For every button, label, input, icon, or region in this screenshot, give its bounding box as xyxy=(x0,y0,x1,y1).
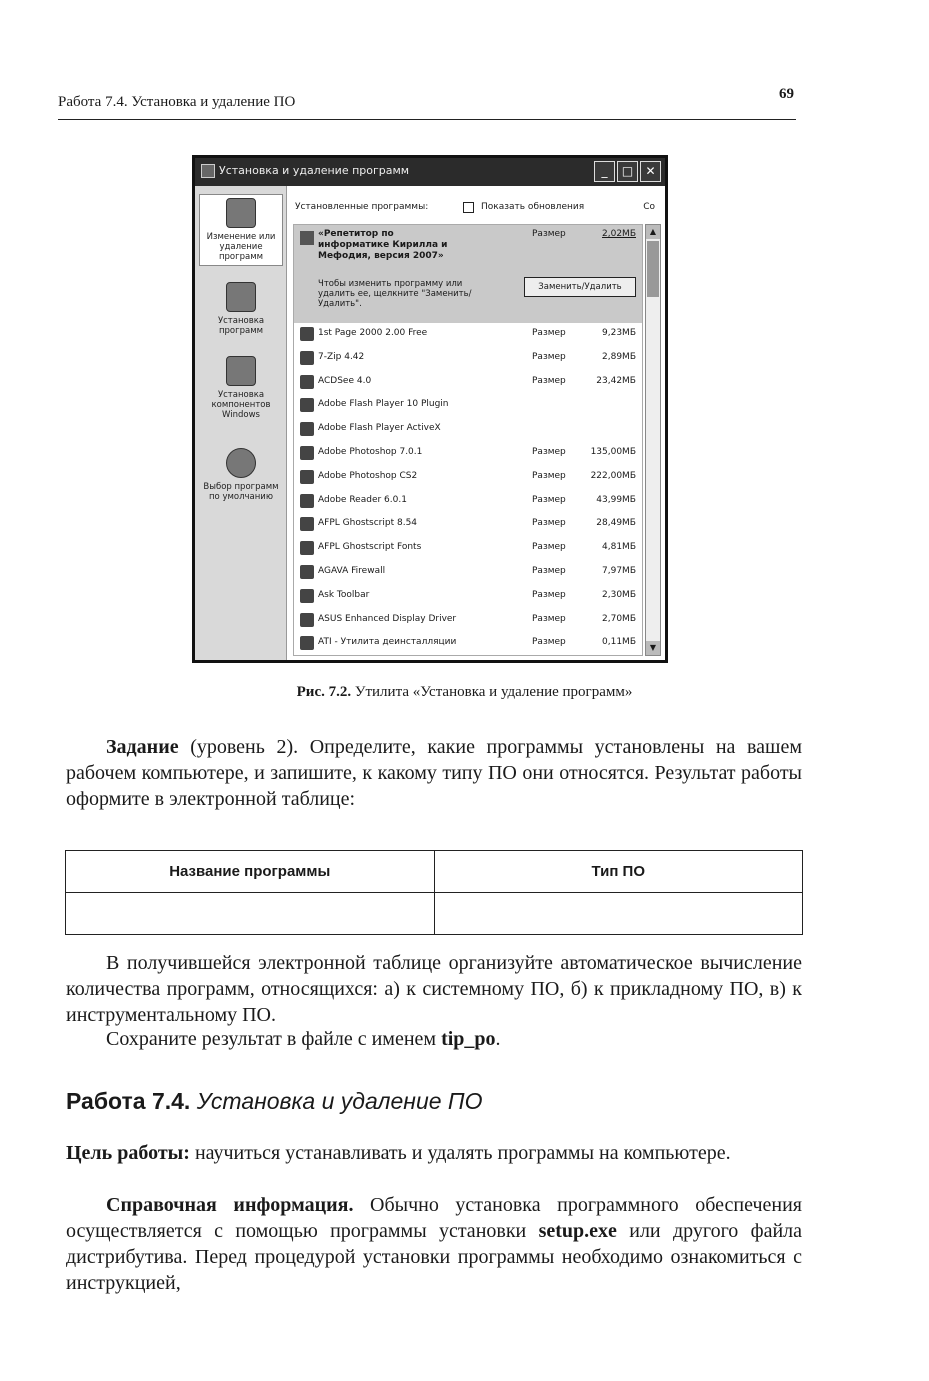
goal-text: научиться устанавливать и удалять программы на компьютере. xyxy=(194,1142,731,1164)
task-label: Задание xyxy=(106,736,179,758)
sidebar-item-windows-components[interactable] xyxy=(199,356,283,420)
size-label: Размер xyxy=(532,470,566,481)
size-label: Размер xyxy=(532,589,566,600)
section-number: Работа 7.4. xyxy=(66,1088,191,1114)
size-value: 28,49МБ xyxy=(596,518,636,529)
reference-text1: Обычно установка программного обеспечения осуществляется с помощью программы установки xyxy=(66,1194,803,1242)
size-value: 222,00МБ xyxy=(590,470,636,481)
show-updates-checkbox[interactable] xyxy=(463,202,474,213)
task-text: (уровень 2). Определите, какие программы установлены на вашем рабочем компьютере, и запишите, к какому типу ПО они относятся. Результат работы оформите в электронной таблице: xyxy=(66,736,802,810)
program-row[interactable] xyxy=(294,609,642,631)
size-value: 135,00МБ xyxy=(590,447,636,457)
program-row[interactable] xyxy=(294,371,642,393)
sidebar-item-label: Установка компонентов Windows xyxy=(211,390,271,420)
programs-list xyxy=(293,224,643,656)
task-paragraph xyxy=(66,734,802,812)
sidebar xyxy=(195,186,287,660)
program-icon xyxy=(300,541,314,555)
para3-text: Сохраните результат в файле с именем xyxy=(106,1028,437,1050)
size-value: 2,89МБ xyxy=(602,351,636,362)
program-row[interactable] xyxy=(294,347,642,369)
size-value: 2,70МБ xyxy=(602,613,636,624)
reference-text2: или другого файла дистрибутива. Перед процедурой установки программы необходимо ознакомиться с инструкцией, xyxy=(66,1220,803,1294)
reference-label: Справочная информация. xyxy=(106,1194,354,1216)
sidebar-item-install[interactable] xyxy=(199,282,283,336)
program-icon xyxy=(300,470,314,484)
paragraph-save xyxy=(66,1026,802,1052)
figure-caption xyxy=(0,684,929,701)
size-label: Размер xyxy=(532,542,566,553)
programs-panel xyxy=(287,186,665,660)
program-icon xyxy=(300,517,314,531)
installed-programs-label: Установленные программы: xyxy=(295,202,429,212)
sort-label: Со xyxy=(643,202,655,212)
para3-end: . xyxy=(495,1028,501,1050)
table-cell xyxy=(434,893,803,935)
program-icon xyxy=(300,565,314,579)
install-icon xyxy=(226,282,256,312)
size-value: 2,02МБ xyxy=(602,229,636,239)
size-label: Размер xyxy=(532,494,566,505)
program-row[interactable] xyxy=(294,323,642,345)
running-head xyxy=(58,86,796,120)
reference-paragraph xyxy=(66,1192,802,1296)
size-value: 23,42МБ xyxy=(596,375,636,386)
size-value: 9,23МБ xyxy=(602,328,636,338)
size-label: Размер xyxy=(532,351,566,362)
program-icon xyxy=(300,613,314,627)
sidebar-item-label: Выбор программ по умолчанию xyxy=(203,482,279,502)
close-button[interactable]: ✕ xyxy=(640,161,661,182)
program-icon xyxy=(300,422,314,436)
table-header-type: Тип ПО xyxy=(434,851,803,893)
size-label: Размер xyxy=(532,566,566,576)
change-remove-button[interactable]: Заменить/Удалить xyxy=(524,277,636,297)
program-name: AGAVA Firewall xyxy=(318,566,386,576)
program-icon xyxy=(300,398,314,412)
answer-table xyxy=(65,850,803,935)
goal-label: Цель работы: xyxy=(66,1142,190,1164)
running-head-title: Работа 7.4. Установка и удаление ПО xyxy=(58,94,296,110)
program-name: Adobe Photoshop CS2 xyxy=(318,470,418,481)
table-header-name: Название программы xyxy=(66,851,435,893)
program-icon xyxy=(300,351,314,365)
windows-components-icon xyxy=(226,356,256,386)
program-name: Adobe Photoshop 7.0.1 xyxy=(318,447,423,457)
program-name: «Репетитор по информатике Кирилла и Мефодия, версия 2007» xyxy=(318,229,448,261)
size-value: 0,11МБ xyxy=(602,637,636,648)
program-icon xyxy=(300,494,314,508)
size-label: Размер xyxy=(532,375,566,386)
scroll-thumb[interactable] xyxy=(647,241,659,297)
size-value: 2,30МБ xyxy=(602,589,636,600)
default-programs-icon xyxy=(226,448,256,478)
program-row[interactable] xyxy=(294,585,642,607)
program-name: 1st Page 2000 2.00 Free xyxy=(318,328,428,338)
size-label: Размер xyxy=(532,447,566,457)
filename: tip_po xyxy=(441,1028,496,1050)
change-remove-hint: Чтобы изменить программу или удалить ее, щелкните "Заменить/Удалить". xyxy=(318,279,472,309)
size-label: Размер xyxy=(532,637,566,648)
paragraph-auto-count xyxy=(66,950,802,1028)
program-row[interactable] xyxy=(294,418,642,440)
page-number: 69 xyxy=(779,86,794,102)
program-name: AFPL Ghostscript 8.54 xyxy=(318,518,418,529)
caption-text: Утилита «Установка и удаление программ» xyxy=(354,684,633,700)
show-updates-label: Показать обновления xyxy=(481,202,585,212)
program-name: 7-Zip 4.42 xyxy=(318,351,365,362)
program-name: AFPL Ghostscript Fonts xyxy=(318,542,422,553)
maximize-button[interactable]: □ xyxy=(617,161,638,182)
size-value: 7,97МБ xyxy=(602,566,636,576)
program-name: Ask Toolbar xyxy=(318,589,370,600)
sidebar-item-label: Установка программ xyxy=(217,316,265,336)
program-name: Adobe Flash Player ActiveX xyxy=(318,423,441,434)
program-icon xyxy=(300,327,314,341)
table-cell xyxy=(66,893,435,935)
program-icon xyxy=(300,231,314,245)
sidebar-item-change-remove[interactable] xyxy=(199,194,283,266)
sidebar-item-label: Изменение или удаление программ xyxy=(206,232,276,262)
goal-paragraph xyxy=(66,1140,802,1166)
program-name: Adobe Flash Player 10 Plugin xyxy=(318,399,449,410)
program-row[interactable] xyxy=(294,513,642,535)
size-value: 43,99МБ xyxy=(596,494,636,505)
scroll-down-icon[interactable]: ▼ xyxy=(646,641,660,655)
window-titlebar xyxy=(195,158,665,186)
program-row[interactable] xyxy=(294,490,642,512)
size-label: Размер xyxy=(532,613,566,624)
program-name: Adobe Reader 6.0.1 xyxy=(318,494,407,505)
window-title: Установка и удаление программ xyxy=(219,164,410,177)
section-heading xyxy=(66,1088,482,1115)
program-row[interactable] xyxy=(294,561,642,583)
program-name: ACDSee 4.0 xyxy=(318,375,372,386)
vertical-scrollbar[interactable] xyxy=(645,224,661,656)
minimize-button[interactable]: _ xyxy=(594,161,615,182)
program-row[interactable] xyxy=(294,632,642,654)
selected-program[interactable] xyxy=(294,225,642,323)
section-title: Установка и удаление ПО xyxy=(196,1088,483,1114)
size-label: Размер xyxy=(532,518,566,529)
size-value: 4,81МБ xyxy=(602,542,636,553)
program-row[interactable] xyxy=(294,394,642,416)
program-icon xyxy=(300,375,314,389)
program-row[interactable] xyxy=(294,466,642,488)
size-label: Размер xyxy=(532,328,566,338)
change-remove-icon xyxy=(226,198,256,228)
add-remove-programs-window xyxy=(192,155,668,663)
program-row[interactable] xyxy=(294,537,642,559)
sidebar-item-default-programs[interactable] xyxy=(199,448,283,502)
scroll-up-icon[interactable]: ▲ xyxy=(646,225,660,239)
program-icon xyxy=(300,636,314,650)
para2-text: В получившейся электронной таблице организуйте автоматическое вычисление количества программ, относящихся: а) к системному ПО, б) к прикладному ПО, в) к инструментальному ПО. xyxy=(66,952,802,1026)
program-icon xyxy=(300,446,314,460)
program-row[interactable] xyxy=(294,442,642,464)
setup-filename: setup.exe xyxy=(538,1220,617,1242)
caption-label: Рис. 7.2. xyxy=(296,684,352,700)
program-name: ATI - Утилита деинсталляции xyxy=(318,637,457,648)
program-name: ASUS Enhanced Display Driver xyxy=(318,613,457,624)
app-icon xyxy=(201,164,215,178)
program-icon xyxy=(300,589,314,603)
size-label: Размер xyxy=(532,229,566,239)
